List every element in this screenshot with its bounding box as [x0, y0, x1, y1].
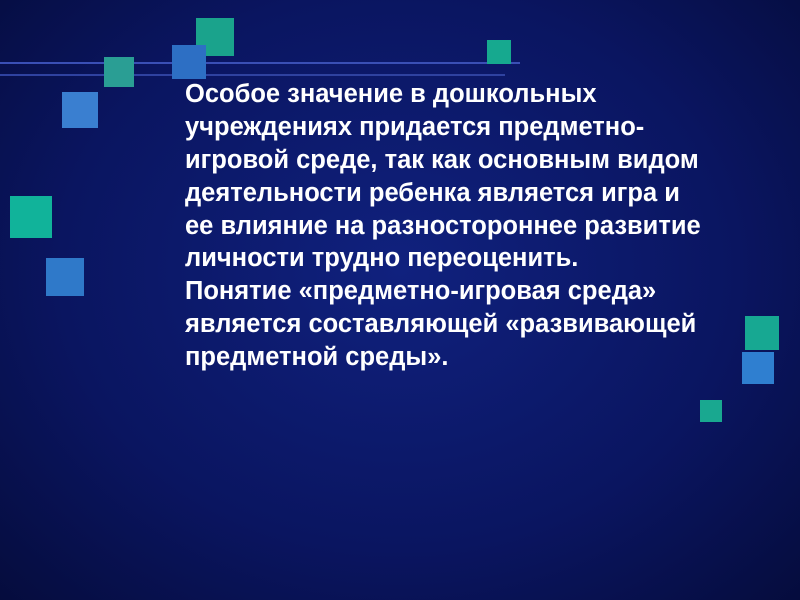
square-blue-left — [62, 92, 98, 128]
square-teal-right-top — [487, 40, 511, 64]
square-blue-left-lower2 — [46, 258, 84, 296]
body-paragraph-2: Понятие «предметно-игровая среда» является составляющей «развивающей предметной среды». — [185, 277, 697, 372]
square-teal-left-lower — [10, 196, 52, 238]
slide-body-text — [185, 78, 715, 374]
square-blue-right-lower — [742, 352, 774, 384]
decorative-line-bottom — [0, 74, 505, 76]
square-teal-small — [104, 57, 134, 87]
square-blue-mid — [172, 45, 206, 79]
decorative-line-top — [0, 62, 520, 64]
body-paragraph-1: Особое значение в дошкольных учреждениях придается предметно-игровой среде, так как основным видом деятельности ребенка является игра и ее влияние на разностороннее развитие личности трудно переоценить. — [185, 80, 701, 273]
square-teal-right-lower2 — [700, 400, 722, 422]
square-teal-right-lower — [745, 316, 779, 350]
